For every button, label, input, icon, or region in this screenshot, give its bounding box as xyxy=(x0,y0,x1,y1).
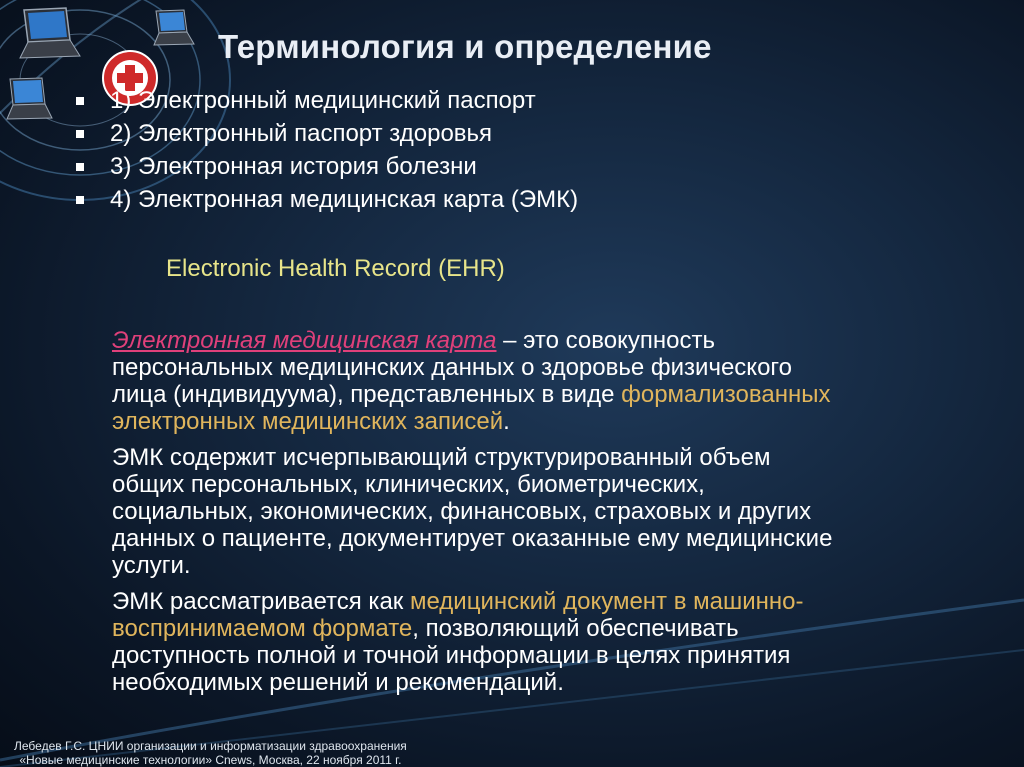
square-bullet-icon xyxy=(76,196,84,204)
square-bullet-icon xyxy=(76,130,84,138)
format-paragraph: ЭМК рассматривается как медицинский документ в машинно- воспринимаемом формате, позволяющий обеспечивать доступность полной и точной информации в целях принятия необходимых решений и рекомендаций. xyxy=(112,588,804,696)
square-bullet-icon xyxy=(76,163,84,171)
highlighted-text: формализованных xyxy=(621,381,831,408)
square-bullet-icon xyxy=(76,97,84,105)
highlighted-text: электронных медицинских записей xyxy=(112,408,504,435)
content-paragraph: ЭМК содержит исчерпывающий структурированный объем общих персональных, клинических, биометрических, социальных, экономических, финансовых, страховых и других данных о пациенте, документирует оказанные ему медицинские услуги. xyxy=(112,444,833,579)
list-item: 4) Электронная медицинская карта (ЭМК) xyxy=(70,183,578,216)
highlighted-text: медицинский документ в машинно- xyxy=(409,588,804,615)
terms-list xyxy=(70,84,578,216)
emk-term-link[interactable]: Электронная медицинская карта xyxy=(112,327,497,354)
laptop-icon xyxy=(4,76,54,122)
laptop-icon xyxy=(150,8,196,48)
list-item: 1) Электронный медицинский паспорт xyxy=(70,84,578,117)
ehr-label: Electronic Health Record (EHR) xyxy=(166,255,505,282)
laptop-icon xyxy=(14,6,82,62)
list-item: 2) Электронный паспорт здоровья xyxy=(70,117,578,150)
page-title: Терминология и определение xyxy=(218,28,712,65)
source-footer: Лебедев Г.С. ЦНИИ организации и информатизации здравоохранения «Новые медицинские технологии» Cnews, Москва, 22 ноября 2011 г. xyxy=(14,739,407,767)
highlighted-text: воспринимаемом формате xyxy=(112,615,413,642)
list-item: 3) Электронная история болезни xyxy=(70,150,578,183)
definition-paragraph: Электронная медицинская карта – это совокупность персональных медицинских данных о здоровье физического лица (индивидуума), представленных в виде формализованных электронных медицинских записей. xyxy=(112,327,831,435)
